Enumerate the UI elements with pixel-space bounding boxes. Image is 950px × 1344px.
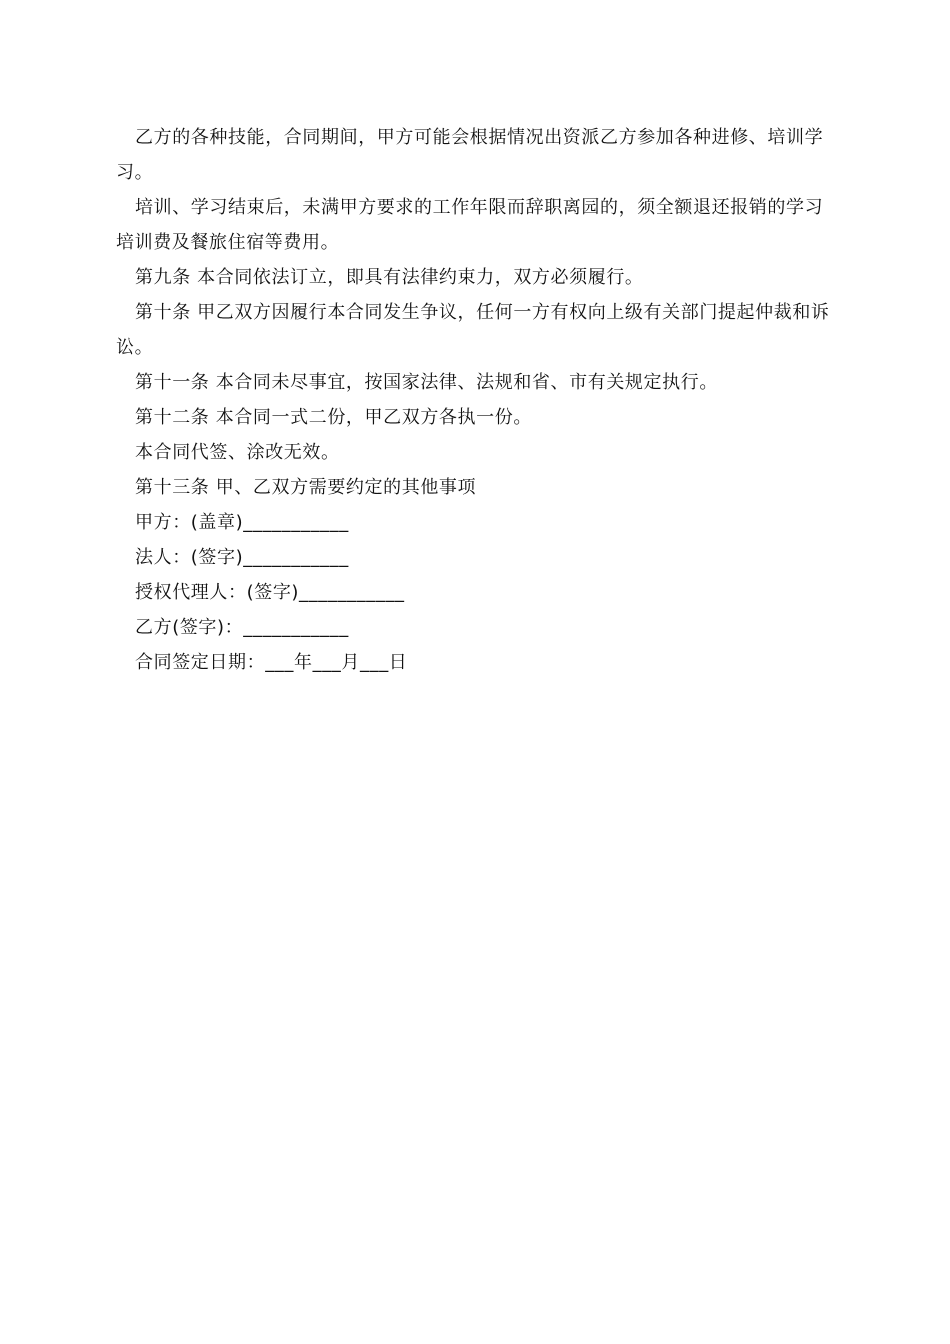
paragraph-article-12: 第十二条 本合同一式二份，甲乙双方各执一份。: [135, 407, 532, 428]
paragraph-no-alteration: 本合同代签、涂改无效。: [135, 442, 340, 463]
paragraph-article-13: 第十三条 甲、乙双方需要约定的其他事项: [135, 477, 477, 498]
document-body: [116, 120, 836, 680]
signature-party-b: 乙方(签字)：___________: [135, 617, 349, 638]
signature-legal-rep: 法人：(签字)___________: [135, 547, 349, 568]
paragraph-article-11: 第十一条 本合同未尽事宜，按国家法律、法规和省、市有关规定执行。: [135, 372, 718, 393]
paragraph-article-10: 第十条 甲乙双方因履行本合同发生争议，任何一方有权向上级有关部门提起仲裁和诉讼。: [116, 302, 830, 358]
signature-authorized-agent: 授权代理人：(签字)___________: [135, 582, 405, 603]
signature-date: 合同签定日期：___年___月___日: [135, 652, 408, 673]
paragraph-training-refund: 培训、学习结束后，未满甲方要求的工作年限而辞职离园的，须全额退还报销的学习培训费及餐旅住宿等费用。: [116, 197, 824, 253]
signature-party-a: 甲方：(盖章)___________: [135, 512, 349, 533]
paragraph-training-funding: 乙方的各种技能，合同期间，甲方可能会根据情况出资派乙方参加各种进修、培训学习。: [116, 127, 824, 183]
paragraph-article-9: 第九条 本合同依法订立，即具有法律约束力，双方必须履行。: [135, 267, 644, 288]
